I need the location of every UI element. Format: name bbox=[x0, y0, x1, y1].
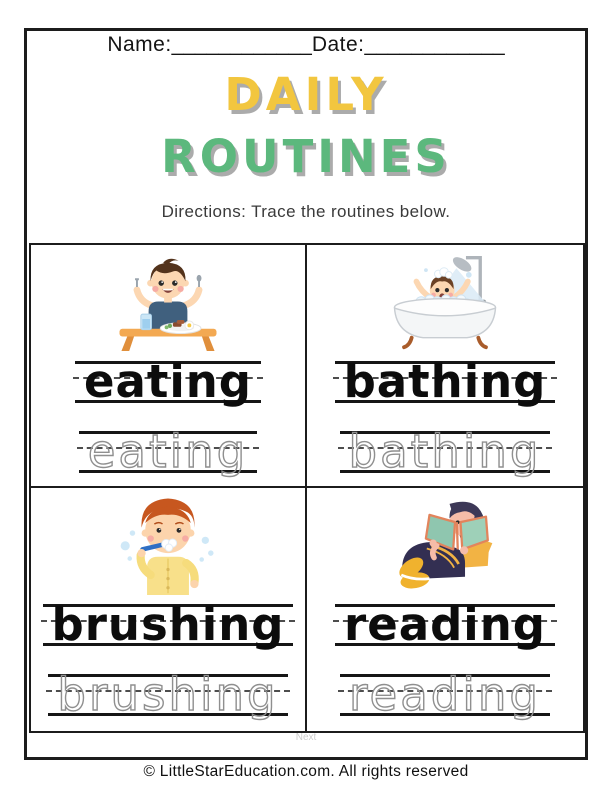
directions-text: Directions: Trace the routines below. bbox=[161, 202, 451, 221]
word-guide-lines bbox=[43, 598, 294, 651]
routine-word: brushing bbox=[51, 598, 285, 651]
routine-word: reading bbox=[344, 598, 546, 651]
date-label: Date: bbox=[311, 33, 365, 56]
name-blank: ____________ bbox=[171, 33, 312, 56]
name-label: Name: bbox=[107, 33, 172, 56]
copyright-footer: © LittleStarEducation.com. All rights reserved bbox=[143, 763, 469, 780]
trace-word-guide-lines bbox=[79, 425, 258, 478]
watermark-text: Next bbox=[295, 732, 317, 743]
trace-word-guide-lines bbox=[340, 668, 550, 721]
page-title-line2: ROUTINES bbox=[161, 130, 451, 183]
word-guide-lines bbox=[335, 598, 555, 651]
routine-cell-eating bbox=[31, 245, 307, 488]
page-title-line1: DAILY bbox=[224, 68, 388, 121]
trace-word: brushing bbox=[57, 668, 279, 721]
trace-word: reading bbox=[349, 668, 541, 721]
trace-word-guide-lines bbox=[340, 425, 551, 478]
routine-cell-bathing bbox=[307, 245, 583, 488]
word-guide-lines bbox=[75, 355, 261, 408]
routines-grid bbox=[29, 243, 585, 733]
routine-cell-reading bbox=[307, 488, 583, 731]
routine-word: eating bbox=[83, 355, 253, 408]
trace-word: bathing bbox=[348, 425, 542, 478]
routine-word: bathing bbox=[343, 355, 547, 408]
date-blank: ____________ bbox=[364, 33, 505, 56]
trace-word: eating bbox=[87, 425, 249, 478]
girl-reading-book-icon bbox=[370, 493, 520, 595]
trace-word-guide-lines bbox=[48, 668, 287, 721]
boy-brushing-teeth-icon bbox=[93, 493, 243, 595]
routine-cell-brushing bbox=[31, 488, 307, 731]
boy-eating-at-table-icon bbox=[93, 250, 243, 352]
name-date-row bbox=[0, 33, 612, 57]
child-in-bathtub-shower-icon bbox=[370, 250, 520, 352]
word-guide-lines bbox=[335, 355, 556, 408]
